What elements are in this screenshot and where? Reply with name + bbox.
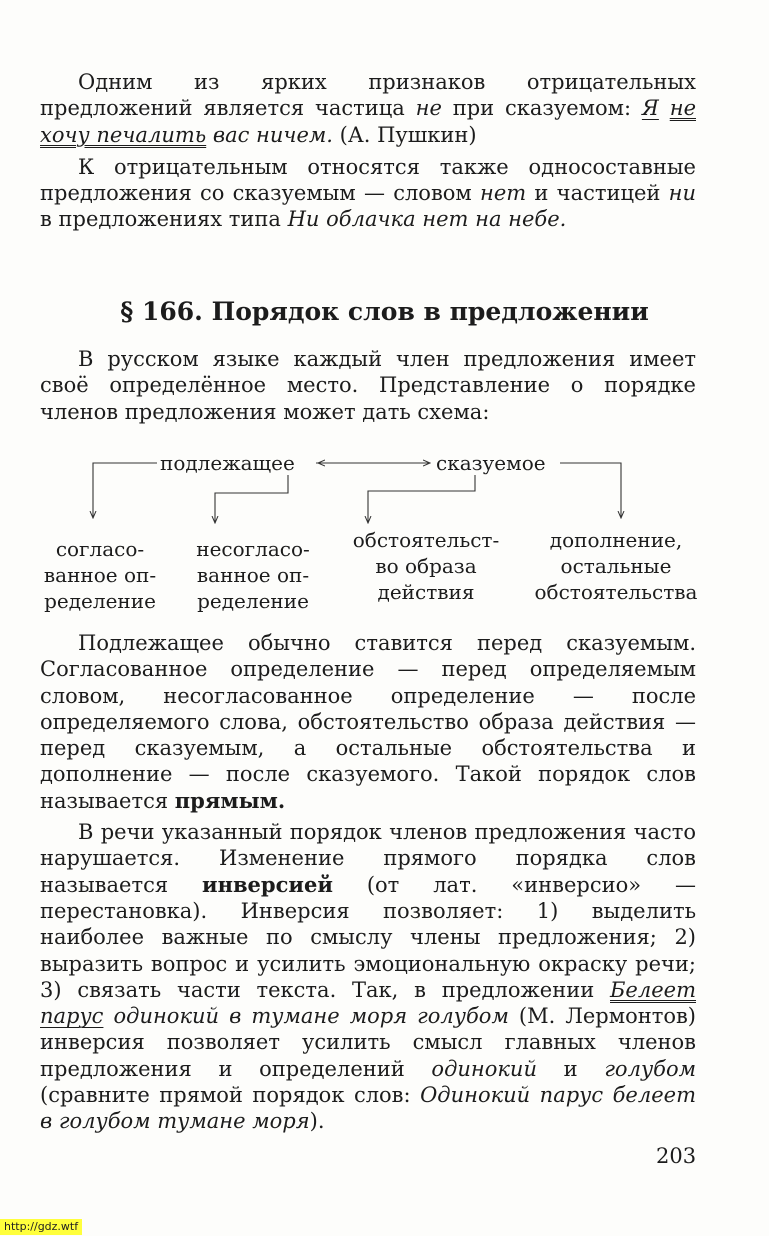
scheme-leaf [183, 536, 323, 614]
leaf-line: ванное оп- [43, 563, 157, 587]
example-subject: Я [641, 96, 659, 121]
scheme-subject: подлежащее [160, 451, 295, 475]
leaf-line: ределение [44, 589, 156, 613]
text-span: (сравните прямой порядок слов: [40, 1083, 421, 1108]
leaf-line: ванное оп- [196, 563, 310, 587]
term-direct: прямым. [174, 787, 286, 813]
example-sentence: Ни облачка нет на небе. [287, 207, 567, 232]
example-source: (А. Пушкин) [332, 122, 477, 147]
term-inversion: инверсией [202, 871, 333, 897]
text-span: и [536, 1056, 605, 1081]
leaf-line: дополнение, [549, 528, 683, 552]
intro-text [40, 69, 696, 233]
intro-paragraph-2 [40, 154, 696, 233]
text-span: В речи указанный порядок членов предложения часто нарушается. Изменение прямого порядка слов называется [40, 820, 696, 897]
example-source: (М. Лермонтов) [508, 1004, 696, 1029]
example-subject: парус [40, 1004, 104, 1029]
section-title: § 166. Порядок слов в предложении [120, 297, 649, 326]
leaf-line: обстоятельст- [352, 528, 500, 552]
leaf-line: обстоятельства [534, 580, 698, 604]
direct-order-paragraph [40, 630, 696, 814]
scheme-intro-paragraph: В русском языке каждый член предложения имеет своё определённое место. Представление о порядке членов предложения может дать схема: [40, 347, 696, 424]
text-span: инверсия позволяет усилить смысл главных членов предложения и определений [40, 1030, 696, 1081]
example-predicate: не хочу печалить [40, 96, 696, 147]
text-span: Подлежащее обычно ставится перед сказуемым. Согласованное определение — перед определяемым словом, несогласованное определение — после определяемого слова, обстоятельство образа действия — перед сказуемым, а остальные обстоятельства и дополнение — после сказуемого. Такой порядок слов называется [40, 631, 696, 813]
leaf-line: несогласо- [196, 537, 310, 561]
text-span: и частицей [526, 181, 669, 206]
word-golubom: голубом [604, 1056, 696, 1081]
scheme-leaf [336, 527, 516, 605]
text-span: ). [309, 1109, 325, 1134]
text-span: Одним из ярких признаков отрицательных предложений является частица [40, 70, 696, 121]
page-number: 203 [656, 1144, 697, 1168]
leaf-line: действия [377, 580, 475, 604]
leaf-line: согласо- [55, 537, 145, 561]
word-net: нет [480, 181, 527, 206]
example-rest: вас ничем. [206, 122, 333, 147]
leaf-line: ределение [197, 589, 309, 613]
example-predicate: Белеет [610, 977, 696, 1002]
section-intro [40, 346, 696, 425]
leaf-line: во образа [375, 554, 477, 578]
example-direct-order: Одинокий парус белеет в голубом тумане моря [40, 1083, 696, 1134]
text-span: (от лат. «инверсио» — перестановка). Инверсия позволяет: 1) выделить наиболее важные по смыслу члены предложения; 2) выразить вопрос и усилить эмоциональную окраску речи; 3) связать части текста. Так, в предложении [40, 872, 696, 1002]
text-span: в предложениях типа [40, 207, 288, 232]
scheme-predicate: сказуемое [436, 451, 546, 475]
section-body [40, 630, 696, 1135]
example-rest: одинокий в тумане моря голубом [103, 1004, 509, 1029]
intro-paragraph-1 [40, 69, 696, 148]
particle-ni: ни [668, 181, 696, 206]
leaf-line: остальные [560, 554, 672, 578]
particle-ne: не [415, 96, 442, 121]
word-odinokiy: одинокий [431, 1056, 537, 1081]
text-span: при сказуемом: [441, 96, 642, 121]
text-span: К отрицательным относятся также односоставные предложения со сказуемым — словом [40, 154, 696, 206]
watermark: http://gdz.wtf [0, 1219, 82, 1235]
inversion-paragraph [40, 819, 696, 1135]
scheme-leaf [516, 527, 716, 605]
scheme-leaf [30, 536, 170, 614]
